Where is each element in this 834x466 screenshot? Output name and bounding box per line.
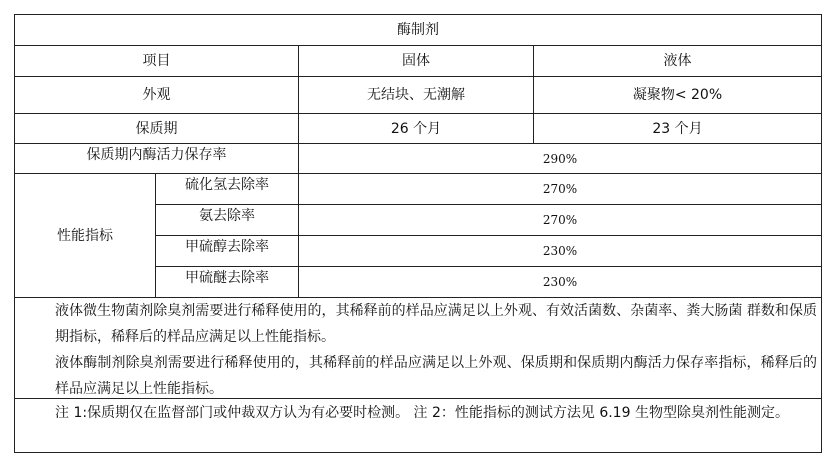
performance-item-value: 270% (298, 173, 821, 204)
performance-label: 性能指标 (15, 173, 155, 297)
activity-value: 290% (298, 143, 821, 173)
performance-item-name: 甲硫醇去除率 (155, 235, 298, 266)
notes-block (15, 297, 821, 399)
footnote-block (15, 398, 821, 453)
table-title: 酶制剂 (397, 22, 439, 38)
row-liquid-value: 凝聚物< 20% (533, 76, 821, 113)
performance-item-value: 270% (298, 204, 821, 235)
performance-item-name: 甲硫醚去除率 (155, 266, 298, 297)
header-solid: 固体 (298, 45, 533, 76)
row-solid-value: 26 个月 (298, 113, 533, 143)
performance-item-name: 硫化氢去除率 (155, 173, 298, 204)
activity-label: 保质期内酶活力保存率 (15, 143, 298, 173)
row-label: 保质期 (15, 113, 298, 143)
header-liquid: 液体 (533, 45, 821, 76)
performance-item-value: 230% (298, 235, 821, 266)
note-paragraph: 液体酶制剂除臭剂需要进行稀释使用的，其稀释前的样品应满足以上外观、保质期和保质期内酶活力保存率指标，稀释后的样品应满足以上性能指标。 (55, 355, 817, 397)
note-paragraph: 液体微生物菌剂除臭剂需要进行稀释使用的，其稀释前的样品应满足以上外观、有效活菌数、杂菌率、粪大肠菌 群数和保质期指标，稀释后的样品应满足以上性能指标。 (55, 303, 817, 345)
footnote-text: 注 1:保质期仅在监督部门或仲裁双方认为有必要时检测。 注 2：性能指标的测试方法见 6.19 生物型除臭剂性能测定。 (55, 405, 789, 421)
performance-item-value: 230% (298, 266, 821, 297)
row-label: 外观 (15, 76, 298, 113)
header-item: 项目 (15, 45, 298, 76)
row-liquid-value: 23 个月 (533, 113, 821, 143)
performance-item-name: 氨去除率 (155, 204, 298, 235)
enzyme-spec-table (14, 14, 822, 453)
row-solid-value: 无结块、无潮解 (298, 76, 533, 113)
